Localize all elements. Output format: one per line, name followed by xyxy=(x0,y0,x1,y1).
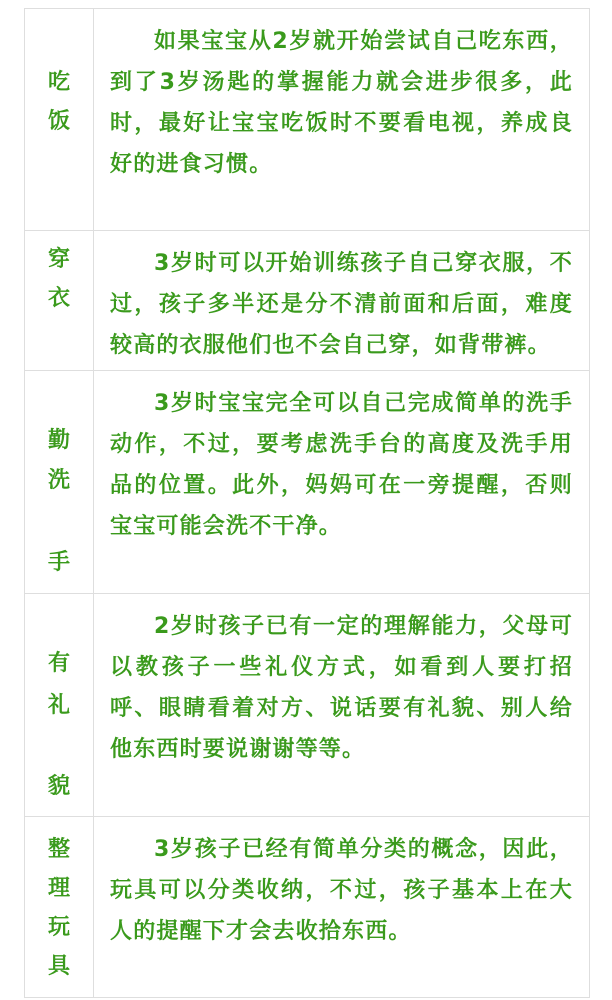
row-content-tidying-toys xyxy=(94,817,589,997)
table-row-dressing xyxy=(25,231,589,371)
row-text: 2岁时孩子已有一定的理解能力，父母可以教孩子一些礼仪方式，如看到人要打招呼、眼睛看着对方、说话要有礼貌、别人给他东西时要说谢谢等等。 xyxy=(110,614,573,762)
row-label-eating xyxy=(25,9,94,230)
label-char: 吃 xyxy=(47,70,70,95)
label-char: 饭 xyxy=(47,109,70,134)
label-char: 玩 xyxy=(47,915,70,940)
row-label-manners xyxy=(25,594,94,816)
table-row-tidying-toys xyxy=(25,817,589,998)
row-label-tidying-toys xyxy=(25,817,94,997)
row-content-manners xyxy=(94,594,589,816)
row-text: 3岁时可以开始训练孩子自己穿衣服，不过，孩子多半还是分不清前面和后面，难度较高的衣服他们也不会自己穿，如背带裤。 xyxy=(110,251,573,358)
label-char: 穿 xyxy=(47,247,70,272)
row-text: 如果宝宝从2岁就开始尝试自己吃东西，到了3岁汤匙的掌握能力就会进步很多，此时，最好让宝宝吃饭时不要看电视，养成良好的进食习惯。 xyxy=(110,29,573,177)
row-content-eating xyxy=(94,9,589,230)
table-row-manners xyxy=(25,594,589,817)
table-row-eating xyxy=(25,9,589,231)
label-char: 礼 xyxy=(47,693,70,718)
row-content-dressing xyxy=(94,231,589,370)
label-char: 勤 xyxy=(47,428,70,453)
habits-table xyxy=(24,8,590,998)
label-char: 具 xyxy=(47,954,70,979)
label-char: 手 xyxy=(47,550,70,575)
row-content-handwashing xyxy=(94,371,589,593)
label-char: 貌 xyxy=(47,774,70,799)
label-char: 理 xyxy=(47,876,70,901)
row-text: 3岁时宝宝完全可以自己完成简单的洗手动作，不过，要考虑洗手台的高度及洗手用品的位置。此外，妈妈可在一旁提醒，否则宝宝可能会洗不干净。 xyxy=(110,391,573,539)
table-row-handwashing xyxy=(25,371,589,594)
row-label-dressing xyxy=(25,231,94,370)
label-char: 有 xyxy=(47,651,70,676)
row-text: 3岁孩子已经有简单分类的概念，因此，玩具可以分类收纳，不过，孩子基本上在大人的提醒下才会去收拾东西。 xyxy=(110,837,573,944)
row-label-handwashing xyxy=(25,371,94,593)
label-char: 衣 xyxy=(47,286,70,311)
label-char: 洗 xyxy=(47,468,70,493)
label-char: 整 xyxy=(47,837,70,862)
